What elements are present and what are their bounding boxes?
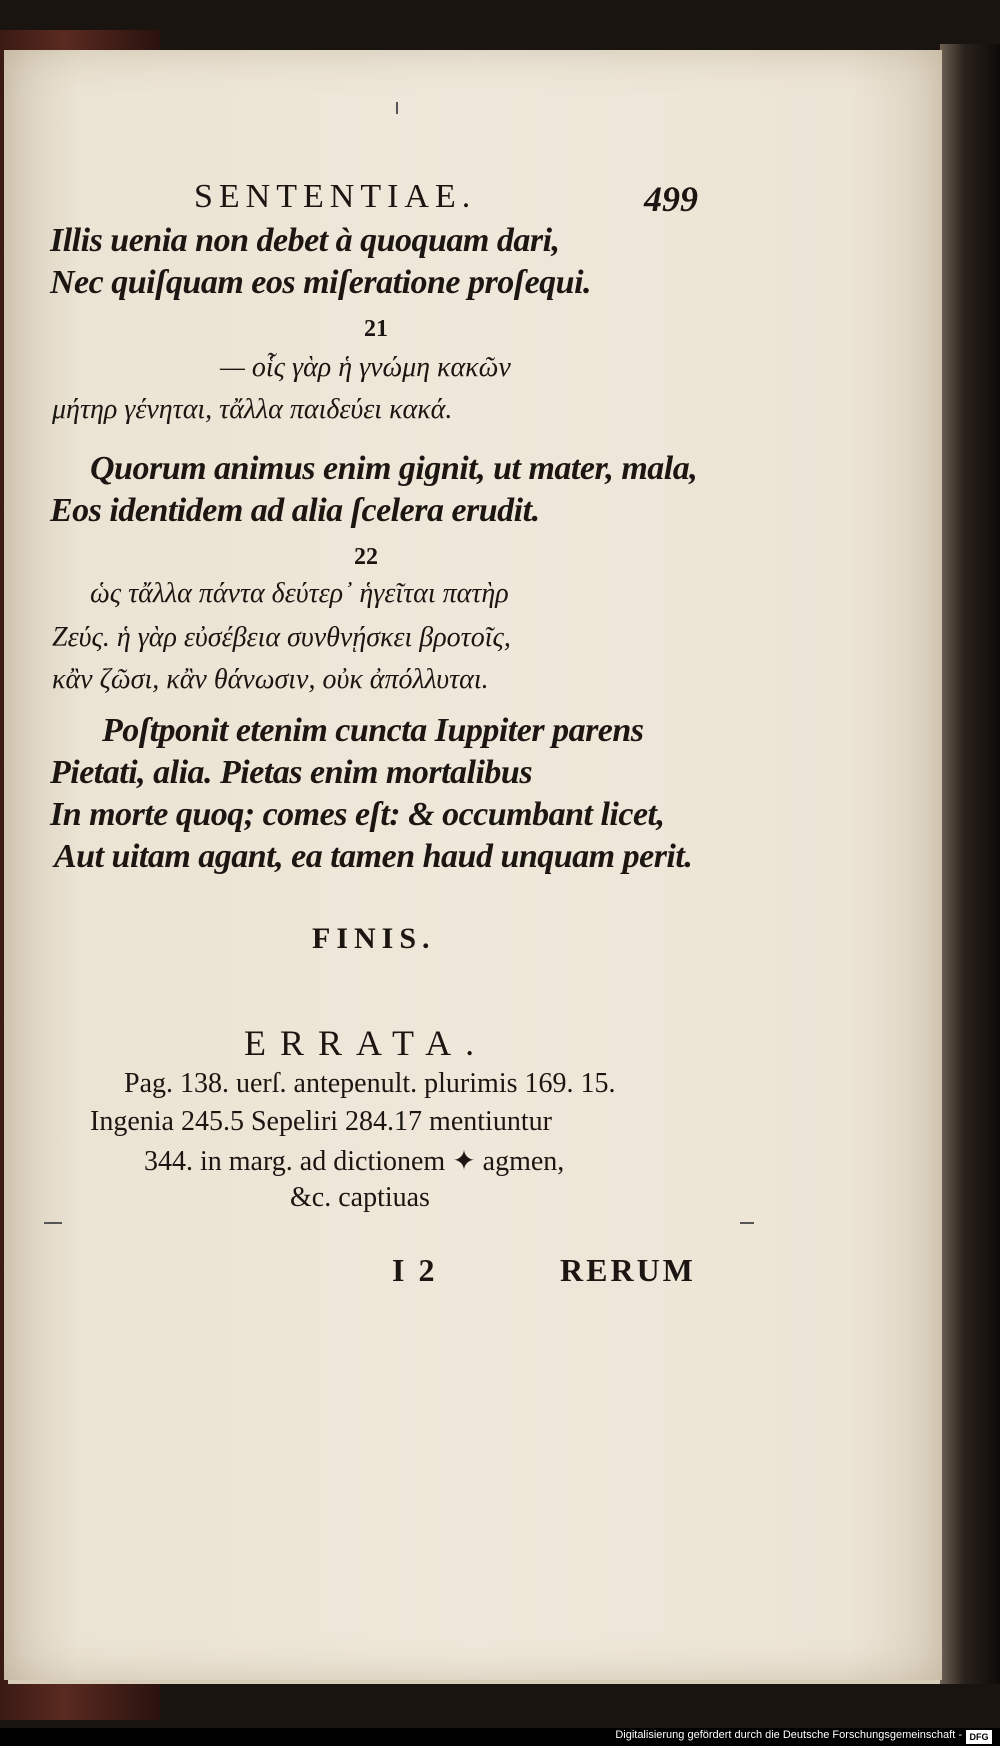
footer-credit: Digitalisierung gefördert durch die Deutsche Forschungsgemeinschaft -: [615, 1729, 962, 1741]
errata-line: &c. captiuas: [290, 1182, 430, 1213]
verse-line: Nec quiſquam eos miſeratione proſequi.: [50, 264, 592, 301]
verse-number: 21: [364, 316, 388, 342]
verse-number: 22: [354, 544, 378, 570]
dfg-logo: DFG: [966, 1730, 992, 1744]
margin-mark: [396, 102, 398, 114]
verse-line: Illis uenia non debet à quoquam dari,: [50, 222, 560, 259]
verse-line: Poſtponit etenim cuncta Iuppiter parens: [102, 712, 644, 749]
errata-line: 344. in marg. ad dictionem ✦ agmen,: [144, 1146, 565, 1177]
margin-mark: [44, 1222, 62, 1224]
greek-line: μήτηρ γένηται, τἄλλα παιδεύει κακά.: [52, 394, 453, 425]
errata-heading: ERRATA.: [244, 1023, 489, 1063]
greek-line: ὡς τἄλλα πάντα δεύτερ᾽ ἡγεῖται πατὴρ: [90, 578, 509, 609]
verse-line: Aut uitam agant, ea tamen haud unquam perit.: [54, 838, 693, 875]
greek-line: — οἷς γὰρ ἡ γνώμη κακῶν: [220, 352, 511, 383]
page-number: 499: [644, 179, 698, 219]
greek-line: κἂν ζῶσι, κἂν θάνωσιν, οὐκ ἀπόλλυται.: [52, 664, 489, 695]
running-head: SENTENTIAE.: [194, 178, 477, 215]
signature-mark: I 2: [392, 1252, 438, 1288]
verse-line: Quorum animus enim gignit, ut mater, mala,: [90, 450, 698, 487]
errata-line: Pag. 138. uerſ. antepenult. plurimis 169. 15.: [124, 1068, 616, 1099]
errata-line: Ingenia 245.5 Sepeliri 284.17 mentiuntur: [90, 1106, 552, 1137]
verse-line: In morte quoq; comes eſt: & occumbant licet,: [50, 796, 665, 833]
book-right-edge: [940, 44, 1000, 1684]
greek-line: Ζεύς. ἡ γὰρ εὐσέβεια συνθνῄσκει βροτοῖς,: [52, 622, 511, 653]
book-page: [4, 50, 942, 1680]
verse-line: Pietati, alia. Pietas enim mortalibus: [50, 754, 533, 791]
verse-line: Eos identidem ad alia ſcelera erudit.: [50, 492, 540, 529]
catchword: RERUM: [560, 1252, 696, 1288]
finis-heading: FINIS.: [312, 922, 436, 955]
margin-mark: [740, 1222, 754, 1224]
